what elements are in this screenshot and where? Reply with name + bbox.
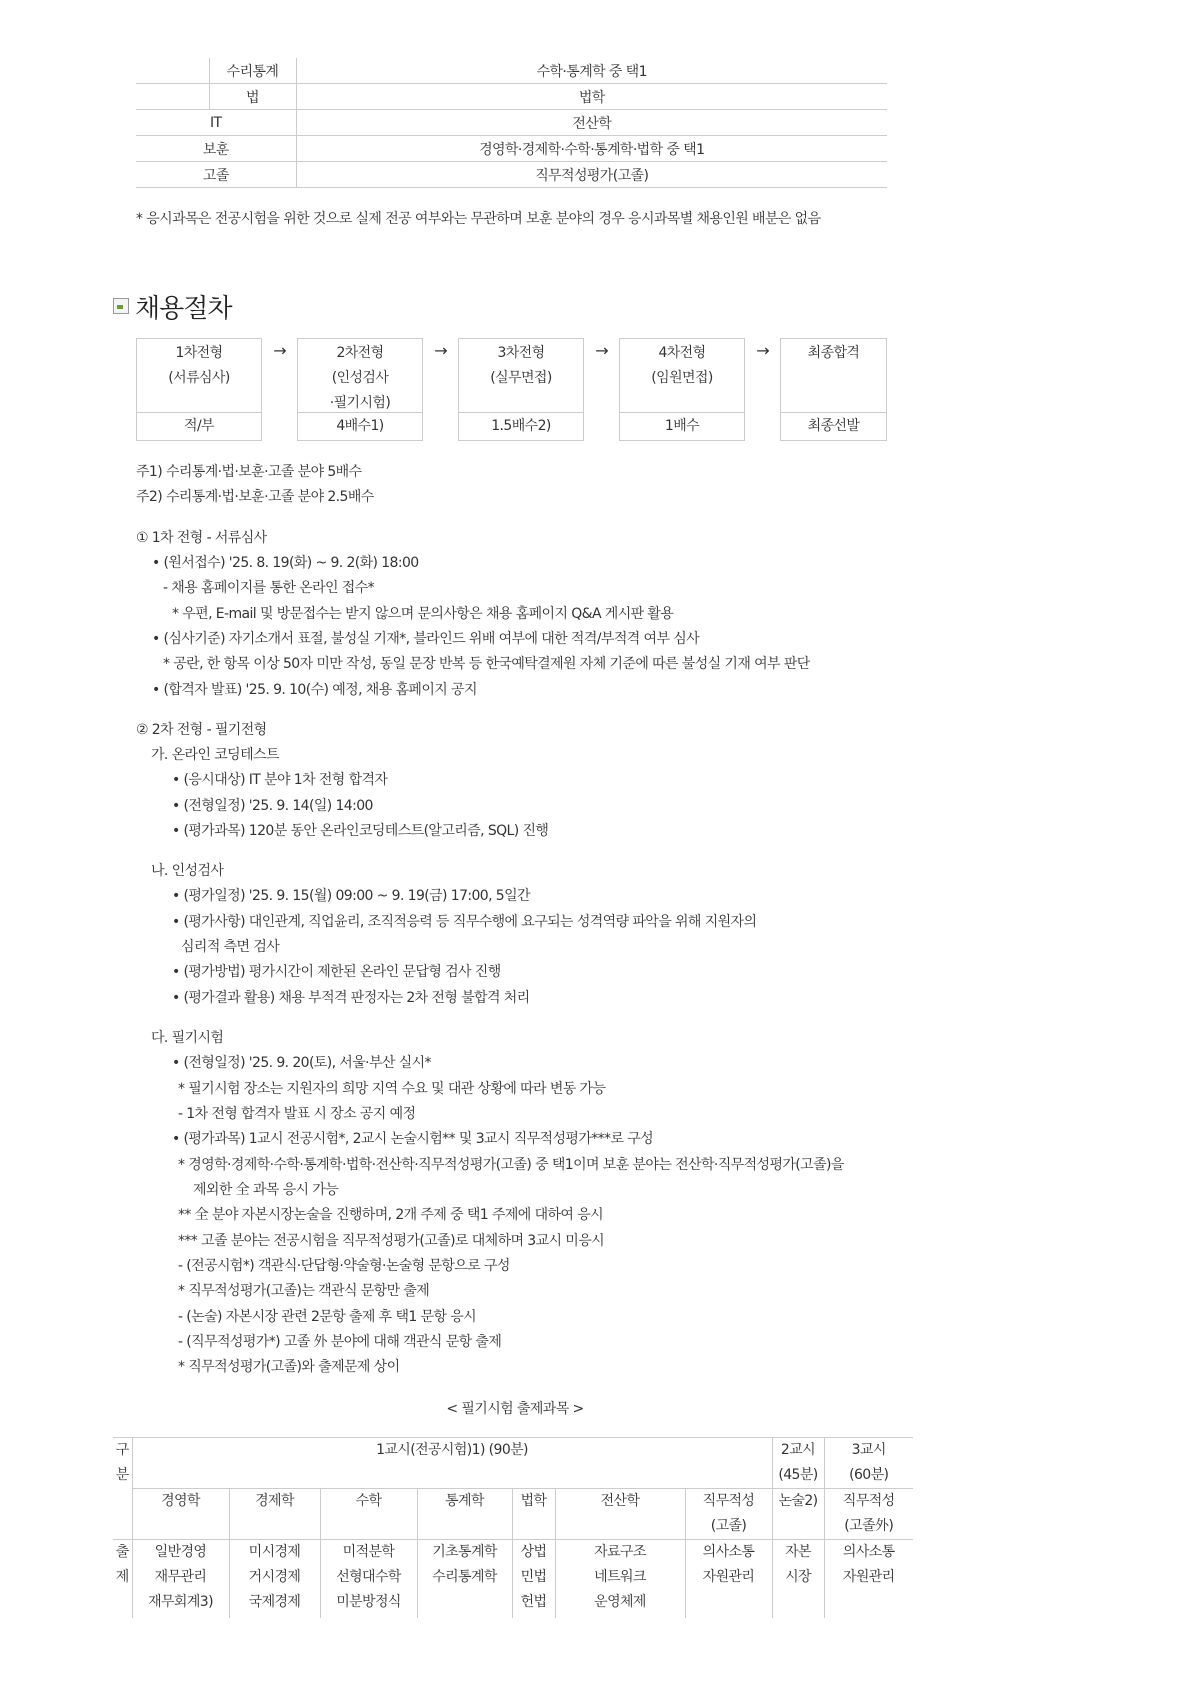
header-text: (45분) bbox=[778, 1467, 818, 1483]
content-text: 거시경제 bbox=[248, 1569, 301, 1585]
bullet-item: • (심사기준) 자기소개서 표절, 불성실 기재*, 블라인드 위배 여부에 대한 적격/부적격 여부 심사 bbox=[152, 631, 700, 647]
content-text: 헌법 bbox=[520, 1594, 547, 1610]
content-text: 자본 bbox=[785, 1544, 811, 1560]
subject-content bbox=[132, 1540, 229, 1619]
table-cell bbox=[136, 84, 209, 110]
content-text: 시장 bbox=[785, 1569, 811, 1585]
table-cell: 수리통계 bbox=[209, 58, 296, 84]
header-text: 3교시 bbox=[851, 1442, 886, 1458]
header-text: (고졸外) bbox=[844, 1518, 894, 1534]
bullet-item: • (평가과목) 1교시 전공시험*, 2교시 논술시험** 및 3교시 직무적성평가***로 구성 bbox=[172, 1131, 654, 1147]
subject-content bbox=[772, 1540, 824, 1619]
content-text: 미시경제 bbox=[248, 1544, 301, 1560]
table-row bbox=[136, 110, 887, 136]
step-result: 1.5배수2) bbox=[459, 412, 583, 440]
content-text: 자원관리 bbox=[842, 1569, 895, 1585]
subject-content bbox=[555, 1540, 685, 1619]
subsection-heading: ① 1차 전형 - 서류심사 bbox=[136, 530, 267, 546]
subject-header: 전산학 bbox=[555, 1489, 685, 1540]
subject-content bbox=[685, 1540, 772, 1619]
content-text: 자원관리 bbox=[702, 1569, 755, 1585]
subject-content bbox=[417, 1540, 512, 1619]
table-caption: < 필기시험 출제과목 > bbox=[446, 1401, 584, 1417]
step-label: (실무면접) bbox=[490, 370, 552, 386]
table-header-cell bbox=[824, 1438, 913, 1489]
process-step-1 bbox=[136, 338, 262, 441]
footnote-item: *** 고졸 분야는 전공시험을 직무적성평가(고졸)로 대체하며 3교시 미응시 bbox=[178, 1233, 605, 1249]
bullet-item: • (평가결과 활용) 채용 부적격 판정자는 2차 전형 불합격 처리 bbox=[172, 990, 530, 1006]
sub-item: - 1차 전형 합격자 발표 시 장소 공지 예정 bbox=[178, 1106, 416, 1122]
content-text: 기초통계학 bbox=[432, 1544, 497, 1560]
bullet-item: • (원서접수) '25. 8. 19(화) ~ 9. 2(화) 18:00 bbox=[152, 555, 419, 571]
header-text: 분 bbox=[115, 1467, 129, 1483]
sub-item: - (논술) 자본시장 관련 2문항 출제 후 택1 문항 응시 bbox=[178, 1309, 477, 1325]
step-label: 3차전형 bbox=[497, 345, 545, 361]
table-cell: 직무적성평가(고졸) bbox=[296, 162, 887, 188]
process-step-3 bbox=[458, 338, 584, 441]
sub-item: - (전공시험*) 객관식·단답형·약술형·논술형 문항으로 구성 bbox=[178, 1258, 510, 1274]
header-text: 직무적성 bbox=[702, 1493, 755, 1509]
bullet-item: • (전형일정) '25. 9. 14(일) 14:00 bbox=[172, 798, 373, 814]
table-cell: 법학 bbox=[296, 84, 887, 110]
process-note: 주1) 수리통계·법·보훈·고졸 분야 5배수 bbox=[136, 464, 362, 480]
item-heading: 가. 온라인 코딩테스트 bbox=[151, 747, 279, 763]
footnote-item-continued: 제외한 全 과목 응시 가능 bbox=[193, 1182, 339, 1198]
content-text: 네트워크 bbox=[594, 1569, 646, 1585]
table-row bbox=[113, 1438, 913, 1489]
content-text: 미적분학 bbox=[342, 1544, 395, 1560]
subject-content bbox=[824, 1540, 913, 1619]
content-text: 재무관리 bbox=[154, 1569, 207, 1585]
footnote-item: * 우편, E-mail 및 방문접수는 받지 않으며 문의사항은 채용 홈페이지 Q&A 게시판 활용 bbox=[172, 606, 674, 622]
subject-header: 통계학 bbox=[417, 1489, 512, 1540]
subject-header: 논술2) bbox=[772, 1489, 824, 1540]
content-text: 재무회계3) bbox=[148, 1594, 213, 1610]
sub-item: - (직무적성평가*) 고졸 外 분야에 대해 객관식 문항 출제 bbox=[178, 1334, 502, 1350]
table-header-cell bbox=[772, 1438, 824, 1489]
table-cell: 법 bbox=[209, 84, 296, 110]
item-heading: 나. 인성검사 bbox=[151, 863, 224, 879]
step-label: (임원면접) bbox=[651, 370, 713, 386]
bullet-item-continued: 심리적 측면 검사 bbox=[181, 939, 280, 955]
table-row bbox=[136, 84, 887, 110]
item-heading: 다. 필기시험 bbox=[151, 1030, 224, 1046]
step-label: (서류심사) bbox=[168, 370, 230, 386]
subsection-heading: ② 2차 전형 - 필기전형 bbox=[136, 722, 267, 738]
content-text: 자료구조 bbox=[594, 1544, 646, 1560]
subject-header bbox=[685, 1489, 772, 1540]
bullet-item: • (합격자 발표) '25. 9. 10(수) 예정, 채용 홈페이지 공지 bbox=[152, 682, 477, 698]
header-text: 2교시 bbox=[780, 1442, 816, 1458]
process-step-2 bbox=[297, 338, 423, 441]
table-row bbox=[136, 162, 887, 188]
step-result: 최종선발 bbox=[781, 412, 886, 440]
step-label: 최종합격 bbox=[807, 345, 860, 361]
footnote-item: * 공란, 한 항목 이상 50자 미만 작성, 동일 문장 반복 등 한국예탁결제원 자체 기준에 따른 불성실 기재 여부 판단 bbox=[163, 656, 810, 672]
table-cell: 고졸 bbox=[136, 162, 296, 188]
row-label-text: 출 bbox=[115, 1544, 129, 1560]
step-result: 4배수1) bbox=[298, 412, 422, 440]
content-text: 국제경제 bbox=[248, 1594, 301, 1610]
table-cell bbox=[136, 58, 209, 84]
footnote-item: * 직무적성평가(고졸)는 객관식 문항만 출제 bbox=[178, 1283, 430, 1299]
table-cell: 보훈 bbox=[136, 136, 296, 162]
subject-content bbox=[229, 1540, 320, 1619]
table-row bbox=[136, 136, 887, 162]
content-text: 의사소통 bbox=[842, 1544, 895, 1560]
row-label-text: 제 bbox=[115, 1569, 129, 1585]
table-row bbox=[136, 58, 887, 84]
process-note: 주2) 수리통계·법·보훈·고졸 분야 2.5배수 bbox=[136, 489, 374, 505]
table-cell: IT bbox=[136, 110, 296, 136]
arrow-right-icon: → bbox=[273, 341, 287, 360]
subject-header: 경영학 bbox=[132, 1489, 229, 1540]
subject-content bbox=[320, 1540, 417, 1619]
field-subject-table bbox=[136, 58, 887, 188]
arrow-right-icon: → bbox=[595, 341, 609, 360]
arrow-right-icon: → bbox=[434, 341, 448, 360]
table-footnote: * 응시과목은 전공시험을 위한 것으로 실제 전공 여부와는 무관하며 보훈 분야의 경우 응시과목별 채용인원 배분은 없음 bbox=[136, 211, 821, 227]
footnote-item: * 경영학·경제학·수학·통계학·법학·전산학·직무적성평가(고졸) 중 택1이며 보훈 분야는 전산학·직무적성평가(고졸)을 bbox=[178, 1157, 844, 1173]
content-text: 상법 bbox=[520, 1544, 547, 1560]
header-text: 직무적성 bbox=[842, 1493, 895, 1509]
table-row bbox=[113, 1540, 913, 1619]
table-cell: 수학·통계학 중 택1 bbox=[296, 58, 887, 84]
content-text: 일반경영 bbox=[154, 1544, 207, 1560]
bullet-item: • (평가과목) 120분 동안 온라인코딩테스트(알고리즘, SQL) 진행 bbox=[172, 823, 549, 839]
subject-header: 법학 bbox=[512, 1489, 555, 1540]
header-text: (고졸) bbox=[710, 1518, 747, 1534]
content-text: 미분방정식 bbox=[336, 1594, 401, 1610]
footnote-item: * 필기시험 장소는 지원자의 희망 지역 수요 및 대관 상황에 따라 변동 가능 bbox=[178, 1081, 606, 1097]
step-label: ·필기시험) bbox=[329, 395, 391, 411]
exam-subject-table bbox=[113, 1437, 913, 1618]
header-text: (60분) bbox=[849, 1467, 889, 1483]
row-label bbox=[113, 1540, 132, 1619]
arrow-right-icon: → bbox=[756, 341, 770, 360]
table-cell: 경영학·경제학·수학·통계학·법학 중 택1 bbox=[296, 136, 887, 162]
content-text: 운영체제 bbox=[594, 1594, 646, 1610]
subject-header bbox=[824, 1489, 913, 1540]
content-text: 선형대수학 bbox=[336, 1569, 401, 1585]
subject-header: 경제학 bbox=[229, 1489, 320, 1540]
header-text: 구 bbox=[115, 1442, 129, 1458]
table-header-cell: 1교시(전공시험)1) (90분) bbox=[132, 1438, 772, 1489]
step-result: 1배수 bbox=[620, 412, 744, 440]
table-header-cell bbox=[113, 1438, 132, 1540]
footnote-item: * 직무적성평가(고졸)와 출제문제 상이 bbox=[178, 1359, 400, 1375]
section-title: 채용절차 bbox=[135, 293, 232, 324]
table-row bbox=[113, 1489, 913, 1540]
footnote-item: ** 全 분야 자본시장논술을 진행하며, 2개 주제 중 택1 주제에 대하여 응시 bbox=[178, 1207, 604, 1223]
process-step-5 bbox=[780, 338, 887, 441]
content-text: 민법 bbox=[520, 1569, 547, 1585]
content-text: 수리통계학 bbox=[432, 1569, 497, 1585]
broken-image-icon bbox=[113, 298, 129, 314]
bullet-item: • (전형일정) '25. 9. 20(토), 서울·부산 실시* bbox=[172, 1055, 431, 1071]
bullet-item: • (응시대상) IT 분야 1차 전형 합격자 bbox=[172, 772, 388, 788]
content-text: 의사소통 bbox=[702, 1544, 755, 1560]
bullet-item: • (평가방법) 평가시간이 제한된 온라인 문답형 검사 진행 bbox=[172, 964, 501, 980]
subject-header: 수학 bbox=[320, 1489, 417, 1540]
bullet-item: • (평가일정) '25. 9. 15(월) 09:00 ~ 9. 19(금) 17:00, 5일간 bbox=[172, 888, 530, 904]
section-heading bbox=[113, 290, 231, 322]
step-label: 2차전형 bbox=[336, 345, 384, 361]
step-result: 적/부 bbox=[137, 412, 261, 440]
step-label: 4차전형 bbox=[658, 345, 706, 361]
bullet-item: • (평가사항) 대인관계, 직업윤리, 조직적응력 등 직무수행에 요구되는 성격역량 파악을 위해 지원자의 bbox=[172, 914, 757, 930]
step-label: 1차전형 bbox=[175, 345, 223, 361]
process-step-4 bbox=[619, 338, 745, 441]
table-cell: 전산학 bbox=[296, 110, 887, 136]
step-label: (인성검사 bbox=[331, 370, 389, 386]
subject-content bbox=[512, 1540, 555, 1619]
sub-item: - 채용 홈페이지를 통한 온라인 접수* bbox=[163, 580, 375, 596]
